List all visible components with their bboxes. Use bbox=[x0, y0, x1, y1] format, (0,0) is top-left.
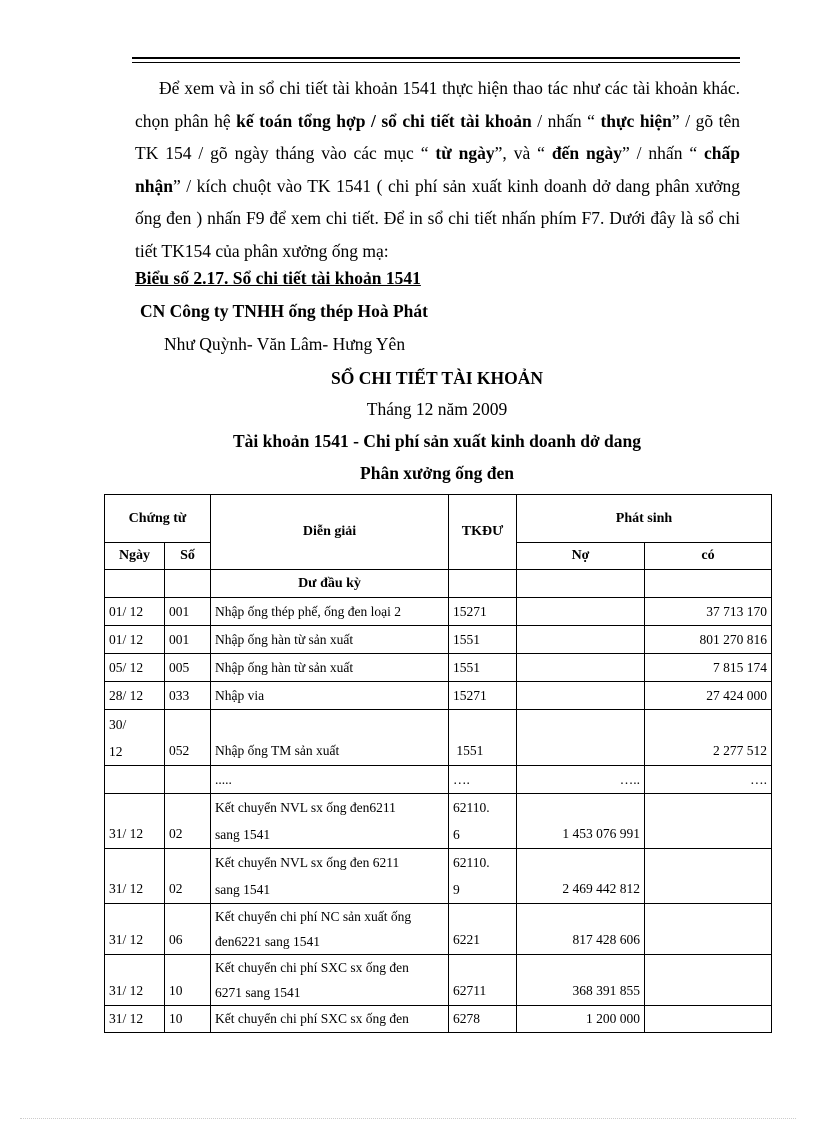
table-row bbox=[105, 849, 772, 904]
cell-number: 052 bbox=[165, 710, 211, 766]
cell-debit bbox=[517, 598, 645, 626]
header-rule-thick bbox=[132, 57, 740, 59]
cell-account bbox=[449, 794, 517, 849]
cell-account: 1551 bbox=[449, 654, 517, 682]
cell-number: 001 bbox=[165, 598, 211, 626]
cell-description-line1: Kết chuyển chi phí NC sản xuất ống bbox=[215, 909, 412, 924]
header-voucher: Chứng từ bbox=[105, 495, 211, 543]
cell-credit: 801 270 816 bbox=[645, 626, 772, 654]
opening-balance-label: Dư đầu kỳ bbox=[211, 570, 449, 598]
cell-account: 6278 bbox=[449, 1006, 517, 1033]
page-bottom-divider bbox=[20, 1118, 796, 1119]
cell-description: Nhập ống hàn từ sản xuất bbox=[211, 654, 449, 682]
cell-date: 31/ 12 bbox=[105, 849, 165, 904]
header-row bbox=[105, 495, 772, 543]
header-number: Số bbox=[165, 543, 211, 570]
cell-description: Nhập ống hàn từ sản xuất bbox=[211, 626, 449, 654]
figure-caption: Biểu số 2.17. Sổ chi tiết tài khoản 1541 bbox=[135, 268, 421, 288]
cell-description bbox=[211, 904, 449, 955]
cell-date: 01/ 12 bbox=[105, 598, 165, 626]
cell-date-line1: 30/ bbox=[109, 716, 127, 732]
cell-date: 31/ 12 bbox=[105, 904, 165, 955]
cell-date-line2: 12 bbox=[109, 743, 123, 759]
header-credit: có bbox=[645, 543, 772, 570]
table-row bbox=[105, 766, 772, 794]
table-row bbox=[105, 904, 772, 955]
cell-account: 1551 bbox=[449, 710, 517, 766]
header-description: Diễn giải bbox=[211, 495, 449, 570]
cell-description-line1: Kết chuyển chi phí SXC sx ống đen bbox=[215, 960, 409, 975]
cell-number: 10 bbox=[165, 955, 211, 1006]
cell-description bbox=[211, 955, 449, 1006]
intro-paragraph: Để xem và in sổ chi tiết tài khoản 1541 thực hiện thao tác như các tài khoản khác. chọn phân hệ kế toán tổng hợp / sổ chi tiết tài khoản / nhấn “ thực hiện” / gõ tên TK 154 / gõ ngày tháng vào các mục “ từ ngày”, và “ đến ngày” / nhấn “ chấp nhận” / kích chuột vào TK 1541 ( chi phí sản xuất kinh doanh dở dang phân xưởng ống đen ) nhấn F9 để xem chi tiết. Để in sổ chi tiết nhấn phím F7. Dưới đây là sổ chi tiết TK154 của phân xưởng ống mạ: bbox=[135, 78, 741, 261]
cell-debit bbox=[517, 626, 645, 654]
table-row bbox=[105, 654, 772, 682]
table-row bbox=[105, 955, 772, 1006]
cell-account-line1: 62110. bbox=[453, 855, 490, 870]
cell-description-line2: đen6221 sang 1541 bbox=[215, 934, 320, 949]
cell-number: 10 bbox=[165, 1006, 211, 1033]
cell-debit: 1 453 076 991 bbox=[517, 794, 645, 849]
cell-ellipsis: ….. bbox=[517, 766, 645, 794]
cell-description: Nhập ống thép phế, ống đen loại 2 bbox=[211, 598, 449, 626]
cell-debit: 368 391 855 bbox=[517, 955, 645, 1006]
table-row bbox=[105, 682, 772, 710]
cell-account-line1: 62110. bbox=[453, 800, 490, 815]
ledger-title: SỔ CHI TIẾT TÀI KHOẢN bbox=[330, 368, 544, 388]
cell-date: 05/ 12 bbox=[105, 654, 165, 682]
header-debit: Nợ bbox=[517, 543, 645, 570]
cell-credit: 27 424 000 bbox=[645, 682, 772, 710]
table-row bbox=[105, 794, 772, 849]
cell-number: 005 bbox=[165, 654, 211, 682]
company-address: Như Quỳnh- Văn Lâm- Hưng Yên bbox=[164, 334, 406, 354]
cell-account bbox=[449, 849, 517, 904]
table-row bbox=[105, 710, 772, 766]
cell-account: 62711 bbox=[449, 955, 517, 1006]
cell-account: 6221 bbox=[449, 904, 517, 955]
cell-description bbox=[211, 849, 449, 904]
cell-date: 28/ 12 bbox=[105, 682, 165, 710]
ledger-period: Tháng 12 năm 2009 bbox=[366, 399, 508, 419]
cell-date: 31/ 12 bbox=[105, 1006, 165, 1033]
cell-credit: 2 277 512 bbox=[645, 710, 772, 766]
cell-description-line1: Kết chuyển NVL sx ống đen6211 bbox=[215, 800, 396, 815]
header-rule-thin bbox=[132, 62, 740, 63]
cell-date bbox=[105, 710, 165, 766]
cell-description bbox=[211, 794, 449, 849]
table-row bbox=[105, 626, 772, 654]
cell-ellipsis: …. bbox=[449, 766, 517, 794]
cell-account-line2: 6 bbox=[453, 827, 460, 842]
cell-description: Kết chuyển chi phí SXC sx ống đen bbox=[211, 1006, 449, 1033]
header-arise: Phát sinh bbox=[517, 495, 772, 543]
cell-account-line2: 9 bbox=[453, 882, 460, 897]
cell-debit: 1 200 000 bbox=[517, 1006, 645, 1033]
ledger-workshop: Phân xưởng ống đen bbox=[360, 463, 514, 483]
cell-number: 033 bbox=[165, 682, 211, 710]
cell-date: 01/ 12 bbox=[105, 626, 165, 654]
header-counter-account: TKĐƯ bbox=[449, 495, 517, 570]
cell-date: 31/ 12 bbox=[105, 794, 165, 849]
cell-description-line2: 6271 sang 1541 bbox=[215, 985, 301, 1000]
cell-number: 001 bbox=[165, 626, 211, 654]
table-row bbox=[105, 570, 772, 598]
ledger-account: Tài khoản 1541 - Chi phí sản xuất kinh doanh dở dang bbox=[233, 431, 641, 451]
cell-debit: 817 428 606 bbox=[517, 904, 645, 955]
cell-debit bbox=[517, 654, 645, 682]
table-row bbox=[105, 1006, 772, 1033]
cell-ellipsis: ..... bbox=[211, 766, 449, 794]
cell-description: Nhập via bbox=[211, 682, 449, 710]
cell-credit: 7 815 174 bbox=[645, 654, 772, 682]
cell-description-line1: Kết chuyển NVL sx ống đen 6211 bbox=[215, 855, 400, 870]
table-row bbox=[105, 598, 772, 626]
header-date: Ngày bbox=[105, 543, 165, 570]
cell-ellipsis: …. bbox=[645, 766, 772, 794]
cell-number: 06 bbox=[165, 904, 211, 955]
cell-date: 31/ 12 bbox=[105, 955, 165, 1006]
ledger-table bbox=[104, 494, 772, 1033]
cell-debit: 2 469 442 812 bbox=[517, 849, 645, 904]
cell-debit bbox=[517, 682, 645, 710]
cell-description-line2: sang 1541 bbox=[215, 827, 271, 842]
cell-description: Nhập ống TM sản xuất bbox=[211, 710, 449, 766]
cell-number: 02 bbox=[165, 849, 211, 904]
cell-account: 1551 bbox=[449, 626, 517, 654]
cell-number: 02 bbox=[165, 794, 211, 849]
cell-credit: 37 713 170 bbox=[645, 598, 772, 626]
cell-description-line2: sang 1541 bbox=[215, 882, 271, 897]
cell-account: 15271 bbox=[449, 682, 517, 710]
company-name: CN Công ty TNHH ống thép Hoà Phát bbox=[140, 301, 428, 321]
cell-account: 15271 bbox=[449, 598, 517, 626]
